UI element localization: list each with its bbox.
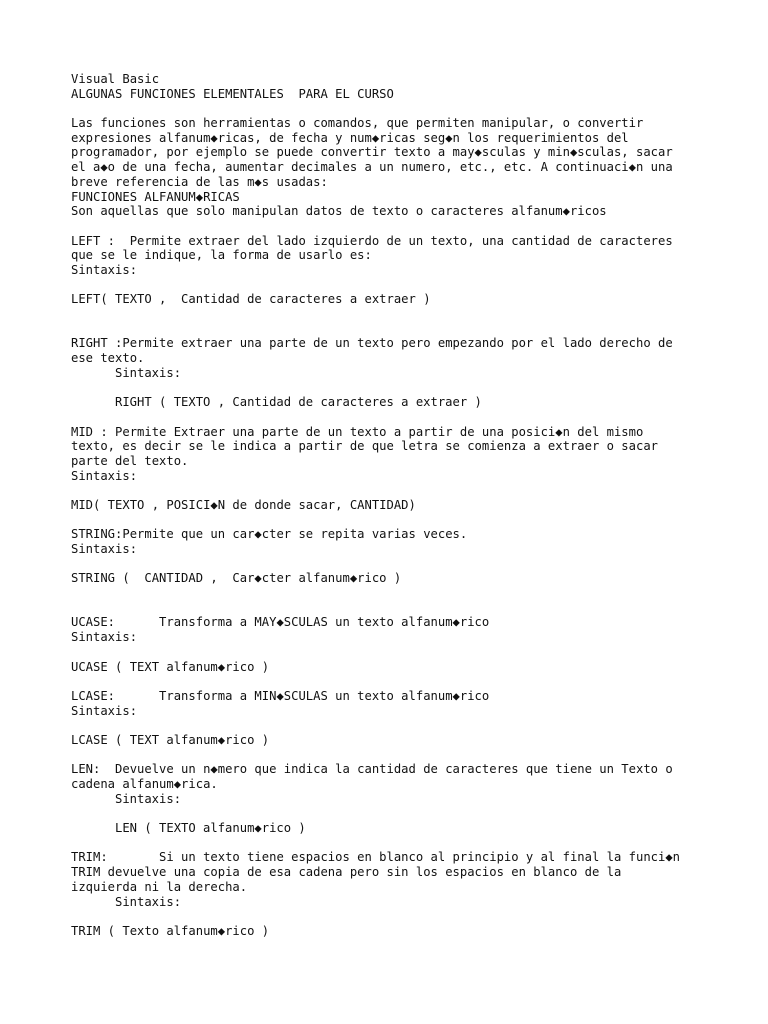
lcase-syntax: LCASE ( TEXT alfanum◆rico ) [71, 732, 270, 747]
intro-line-1: Las funciones son herramientas o comandos, que permiten manipular, o convertir [71, 116, 644, 131]
blank-line [71, 410, 711, 425]
len-description-2: cadena alfanum◆rica. [71, 777, 218, 791]
blank-line [71, 601, 711, 616]
trim-syntax-label: Sintaxis: [115, 894, 182, 909]
lcase-syntax-label: Sintaxis: [71, 703, 138, 718]
len-syntax-label: Sintaxis: [115, 791, 182, 806]
mid-syntax-label: Sintaxis: [71, 468, 138, 483]
blank-line [71, 836, 711, 851]
string-syntax: STRING ( CANTIDAD , Car◆cter alfanum◆rico ) [71, 571, 402, 586]
doc-subtitle-line: ALGUNAS FUNCIONES ELEMENTALES PARA EL CURSO [71, 86, 394, 101]
mid-syntax: MID( TEXTO , POSICI◆N de donde sacar, CANTIDAD) [71, 497, 416, 512]
trim-description-2: TRIM devuelve una copia de esa cadena pero sin los espacios en blanco de la [71, 865, 622, 880]
section-heading: FUNCIONES ALFANUM◆RICAS [71, 189, 240, 204]
mid-description-1: MID : Permite Extraer una parte de un texto a partir de una posici◆n del mismo [71, 424, 644, 439]
blank-line [71, 483, 711, 498]
len-syntax: LEN ( TEXTO alfanum◆rico ) [115, 821, 306, 836]
ucase-syntax: UCASE ( TEXT alfanum◆rico ) [71, 659, 270, 674]
blank-line [71, 101, 711, 116]
right-syntax-label: Sintaxis: [115, 365, 182, 380]
left-description-1: LEFT : Permite extraer del lado izquierdo de un texto, una cantidad de caracteres [71, 233, 673, 248]
blank-line [71, 748, 711, 763]
string-syntax-label: Sintaxis: [71, 542, 138, 556]
string-description: STRING:Permite que un car◆cter se repita varias veces. [71, 527, 468, 542]
right-syntax: RIGHT ( TEXTO , Cantidad de caracteres a extraer ) [115, 395, 482, 410]
blank-line [71, 322, 711, 337]
left-syntax-label: Sintaxis: [71, 262, 138, 277]
trim-syntax: TRIM ( Texto alfanum◆rico ) [71, 923, 270, 938]
blank-line [71, 219, 711, 234]
section-description: Son aquellas que solo manipulan datos de texto o caracteres alfanum◆ricos [71, 204, 607, 219]
intro-line-4: el a◆o de una fecha, aumentar decimales a un numero, etc., etc. A continuaci◆n una [71, 160, 673, 175]
blank-line [71, 557, 711, 572]
right-description-2: ese texto. [71, 351, 145, 366]
ucase-syntax-label: Sintaxis: [71, 630, 138, 645]
trim-description-1: TRIM: Si un texto tiene espacios en blanco al principio y al final la funci◆n [71, 850, 681, 865]
blank-line [71, 645, 711, 660]
document-page [71, 72, 711, 939]
blank-line [71, 278, 711, 293]
left-syntax: LEFT( TEXTO , Cantidad de caracteres a extraer ) [71, 292, 431, 307]
intro-line-2: expresiones alfanum◆ricas, de fecha y num◆ricas seg◆n los requerimientos del [71, 130, 629, 145]
mid-description-3: parte del texto. [71, 453, 189, 468]
len-description-1: LEN: Devuelve un n◆mero que indica la cantidad de caracteres que tiene un Texto o [71, 762, 673, 777]
ucase-description: UCASE: Transforma a MAY◆SCULAS un texto alfanum◆rico [71, 615, 490, 630]
blank-line [71, 909, 711, 924]
intro-line-5: breve referencia de las m◆s usadas: [71, 174, 328, 189]
right-description-1: RIGHT :Permite extraer una parte de un texto pero empezando por el lado derecho de [71, 336, 673, 351]
trim-description-3: izquierda ni la derecha. [71, 879, 248, 894]
lcase-description: LCASE: Transforma a MIN◆SCULAS un texto alfanum◆rico [71, 688, 490, 703]
blank-line [71, 380, 711, 395]
left-description-2: que se le indique, la forma de usarlo es: [71, 248, 372, 263]
blank-line [71, 586, 711, 601]
blank-line [71, 513, 711, 528]
intro-line-3: programador, por ejemplo se puede convertir texto a may◆sculas y min◆sculas, sacar [71, 145, 673, 160]
blank-line [71, 718, 711, 733]
mid-description-2: texto, es decir se le indica a partir de que letra se comienza a extraer o sacar [71, 439, 658, 454]
blank-line [71, 806, 711, 821]
blank-line [71, 674, 711, 689]
doc-title-line: Visual Basic [71, 72, 160, 86]
blank-line [71, 307, 711, 322]
